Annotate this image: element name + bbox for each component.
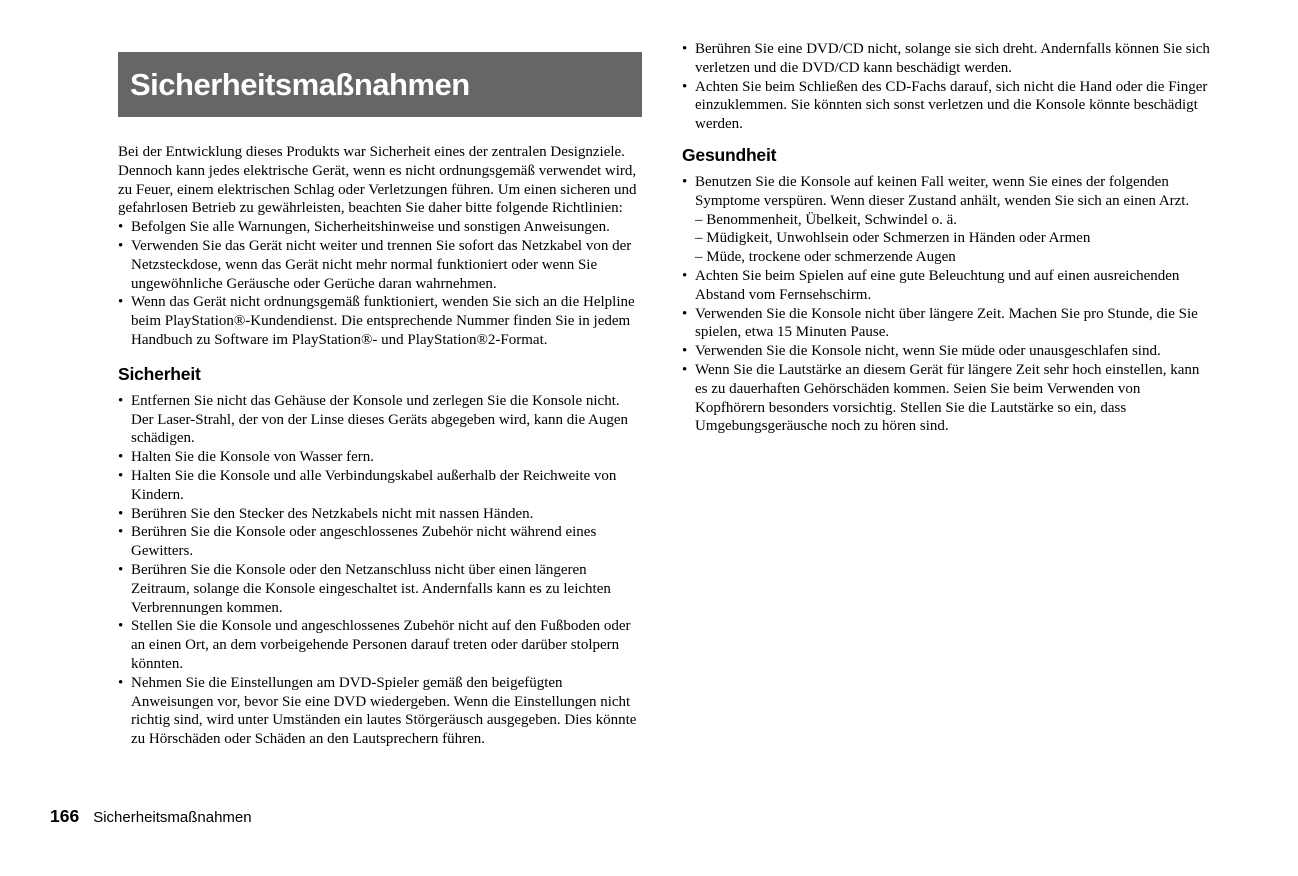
list-item <box>118 505 642 524</box>
right-column <box>682 40 1212 436</box>
list-item <box>682 248 1212 267</box>
page-number: 166 <box>50 806 80 826</box>
list-item <box>682 211 1212 230</box>
section-heading-gesundheit: Gesundheit <box>682 144 777 165</box>
section-heading-sicherheit: Sicherheit <box>118 363 201 384</box>
intro-bullet-list <box>118 218 642 350</box>
bullet-marker: • <box>682 343 688 360</box>
bullet-marker: • <box>682 78 688 95</box>
list-item <box>118 448 642 467</box>
bullet-text: – Müde, trockene oder schmerzende Augen <box>695 249 956 266</box>
list-item <box>118 392 642 448</box>
page-title: Sicherheitsmaßnahmen <box>130 66 470 102</box>
bullet-marker: • <box>118 237 124 254</box>
bullet-marker: • <box>118 505 124 522</box>
list-item <box>682 78 1212 134</box>
bullet-text: Halten Sie die Konsole und alle Verbindungskabel außerhalb der Reichweite von Kindern. <box>131 467 617 503</box>
bullet-text: – Müdigkeit, Unwohlsein oder Schmerzen in Händen oder Armen <box>695 230 1091 247</box>
bullet-text: Achten Sie beim Schließen des CD-Fachs darauf, sich nicht die Hand oder die Finger einzuklemmen. Sie könnten sich sonst verletzen und die Konsole könnte beschädigt werden. <box>695 78 1208 133</box>
bullet-text: Wenn das Gerät nicht ordnungsgemäß funktioniert, wenden Sie sich an die Helpline beim PlayStation®-Kundendienst. Die entsprechende Nummer finden Sie in jedem Handbuch zu Software im PlayStation®- und PlayStation®2-Format. <box>131 294 635 348</box>
bullet-marker: • <box>682 267 688 284</box>
bullet-marker: • <box>118 219 124 236</box>
bullet-text: Wenn Sie die Lautstärke an diesem Gerät für längere Zeit sehr hoch einstellen, kann es zu dauerhaften Gehörschäden kommen. Seien Sie beim Verwenden von Kopfhörern besonders vorsichtig. Stellen Sie die Lautstärke so ein, dass Umgebungsgeräusche noch zu hören sind. <box>695 361 1200 435</box>
bullet-text: Halten Sie die Konsole von Wasser fern. <box>131 449 375 466</box>
list-item <box>118 467 642 505</box>
list-item <box>118 218 642 237</box>
intro-paragraph: Bei der Entwicklung dieses Produkts war Sicherheit eines der zentralen Designziele. Dennoch kann jedes elektrische Gerät, wenn es nicht ordnungsgemäß verwendet wird, zu Feuer, einem elektrischen Schlag oder Verletzungen führen. Um einen sicheren und gefahrlosen Betrieb zu gewährleisten, beachten Sie daher bitte folgende Richtlinien: <box>118 144 637 217</box>
bullet-text: Stellen Sie die Konsole und angeschlossenes Zubehör nicht auf den Fußboden oder an einen Ort, an dem vorbeigehende Personen darauf treten oder darüber stolpern könnten. <box>131 618 631 672</box>
bullet-marker: • <box>682 41 688 57</box>
bullet-text: Nehmen Sie die Einstellungen am DVD-Spieler gemäß den beigefügten Anweisungen vor, bevor Sie eine DVD wiedergeben. Wenn die Einstellungen nicht richtig sind, wird unter Umständen ein lautes Störgeräusch ausgegeben. Dies könnte zu Hörschäden oder Schäden an den Lautsprechern führen. <box>131 674 637 748</box>
list-item <box>118 237 642 293</box>
list-item <box>682 173 1212 211</box>
list-item <box>118 561 642 617</box>
bullet-text: Befolgen Sie alle Warnungen, Sicherheitshinweise und sonstigen Anweisungen. <box>131 219 610 236</box>
list-item <box>118 617 642 673</box>
left-column <box>118 52 642 749</box>
bullet-text: Verwenden Sie die Konsole nicht, wenn Sie müde oder unausgeschlafen sind. <box>695 343 1161 360</box>
bullet-marker: • <box>118 449 124 466</box>
sicherheit-bullet-list <box>118 392 642 749</box>
bullet-marker <box>682 229 695 248</box>
bullet-marker: • <box>118 392 124 409</box>
list-item <box>682 361 1212 436</box>
bullet-text: Berühren Sie die Konsole oder den Netzanschluss nicht über einen längeren Zeitraum, solange die Konsole eingeschaltet ist. Andernfalls kann es zu leichten Verbrennungen kommen. <box>131 561 611 616</box>
list-item <box>682 267 1212 305</box>
sicherheit-continued-bullet-list <box>682 40 1212 134</box>
list-item <box>682 229 1212 248</box>
list-item <box>118 523 642 561</box>
bullet-text: Achten Sie beim Spielen auf eine gute Beleuchtung und auf einen ausreichenden Abstand vom Fernsehschirm. <box>695 267 1180 303</box>
list-item <box>118 293 642 349</box>
bullet-text: Berühren Sie den Stecker des Netzkabels nicht mit nassen Händen. <box>131 505 534 522</box>
bullet-marker: • <box>118 467 124 484</box>
list-item <box>118 674 642 749</box>
bullet-marker <box>682 248 695 267</box>
bullet-text: Verwenden Sie das Gerät nicht weiter und trennen Sie sofort das Netzkabel von der Netzsteckdose, wenn das Gerät nicht mehr normal funktioniert oder wenn Sie ungewöhnliche Geräusche oder Gerüche daran wahrnehmen. <box>131 237 632 292</box>
list-item <box>682 305 1212 343</box>
page-footer <box>50 806 252 827</box>
bullet-marker: • <box>118 618 124 635</box>
list-item <box>682 342 1212 361</box>
bullet-marker: • <box>682 305 688 322</box>
bullet-marker: • <box>682 173 688 190</box>
footer-title: Sicherheitsmaßnahmen <box>93 809 252 826</box>
bullet-text: Berühren Sie die Konsole oder angeschlossenes Zubehör nicht während eines Gewitters. <box>131 524 597 560</box>
list-item <box>682 40 1212 78</box>
bullet-text: Berühren Sie eine DVD/CD nicht, solange sie sich dreht. Andernfalls können Sie sich verletzen und die DVD/CD kann beschädigt werden. <box>695 41 1210 76</box>
bullet-marker: • <box>682 361 688 378</box>
gesundheit-bullet-list <box>682 173 1212 436</box>
bullet-marker: • <box>118 524 124 541</box>
bullet-marker <box>682 211 695 230</box>
bullet-marker: • <box>118 674 124 691</box>
bullet-text: Entfernen Sie nicht das Gehäuse der Konsole und zerlegen Sie die Konsole nicht. Der Laser-Strahl, der von der Linse dieses Geräts abgegeben wird, kann die Augen schädigen. <box>131 392 629 447</box>
bullet-text: Benutzen Sie die Konsole auf keinen Fall weiter, wenn Sie eines der folgenden Symptome verspüren. Wenn dieser Zustand anhält, wenden Sie sich an einen Arzt. <box>695 173 1190 209</box>
bullet-text: Verwenden Sie die Konsole nicht über längere Zeit. Machen Sie pro Stunde, die Sie spielen, etwa 15 Minuten Pause. <box>695 305 1198 341</box>
bullet-marker: • <box>118 561 124 578</box>
bullet-text: – Benommenheit, Übelkeit, Schwindel o. ä. <box>695 211 958 228</box>
bullet-marker: • <box>118 294 124 311</box>
page-title-banner <box>118 52 642 117</box>
